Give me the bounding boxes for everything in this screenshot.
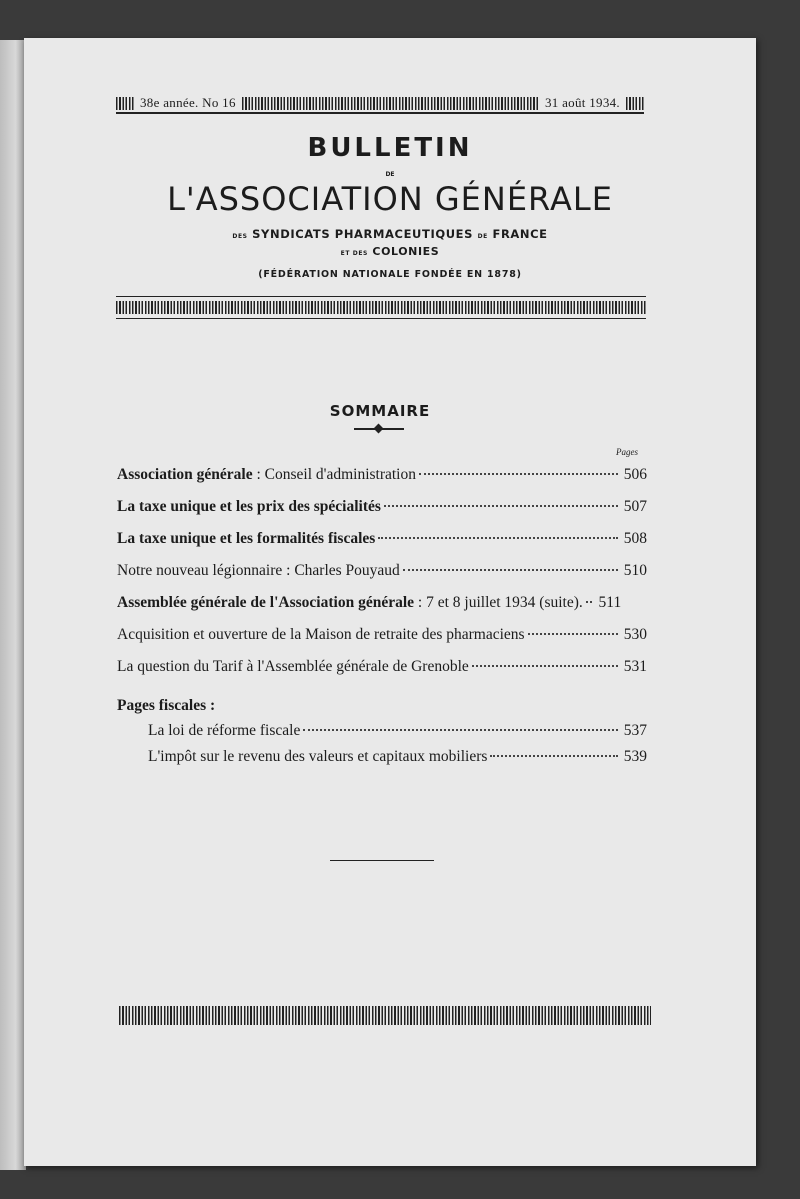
- toc-page-number: 511: [598, 594, 622, 611]
- toc-page-number: 539: [623, 748, 647, 765]
- toc-page-number: 506: [623, 466, 647, 483]
- toc-entry: La taxe unique et les prix des spécialités 507: [117, 498, 647, 515]
- toc-page-number: 510: [623, 562, 647, 579]
- section-heading: Pages fiscales :: [117, 697, 216, 714]
- toc-entry: Association générale : Conseil d'administration 506: [117, 466, 647, 483]
- issue-header: [116, 94, 644, 114]
- toc-page-number: 507: [623, 498, 647, 515]
- toc-sub-entry: La loi de réforme fiscale 537: [148, 722, 647, 739]
- ornament-rule: [354, 428, 404, 430]
- toc-page-number: 531: [623, 658, 647, 675]
- toc-entry: Acquisition et ouverture de la Maison de retraite des pharmaciens 530: [117, 626, 647, 643]
- pages-column-label: Pages: [616, 447, 638, 457]
- toc-page-number: 508: [623, 530, 647, 547]
- toc-entry: La question du Tarif à l'Assemblée générale de Grenoble 531: [117, 658, 647, 675]
- toc-sub-entry: L'impôt sur le revenu des valeurs et capitaux mobiliers 539: [148, 748, 647, 765]
- ornament-band-bottom: [119, 1006, 651, 1025]
- toc-entry: La taxe unique et les formalités fiscales 508: [117, 530, 647, 547]
- toc-page-number: 530: [623, 626, 647, 643]
- ornament-ticks: [626, 97, 644, 110]
- masthead-subtitle-2: ET DES COLONIES: [340, 245, 440, 258]
- masthead-subtitle-1: DES SYNDICATS PHARMACEUTIQUES DE FRANCE: [232, 227, 548, 241]
- masthead-de: DE: [385, 171, 395, 178]
- toc-entry: Notre nouveau légionnaire : Charles Pouyaud 510: [117, 562, 647, 579]
- sommaire-heading: SOMMAIRE: [329, 402, 431, 420]
- ornament-ticks: [242, 97, 539, 110]
- divider: [330, 860, 434, 861]
- masthead-title: BULLETIN: [307, 133, 473, 163]
- toc-page-number: 537: [623, 722, 647, 739]
- issue-number: 38e année. No 16: [140, 95, 236, 110]
- document-page: [24, 38, 756, 1166]
- facing-page-edge: [0, 40, 26, 1170]
- ornament-ticks: [116, 97, 134, 110]
- toc-entry: Assemblée générale de l'Association générale : 7 et 8 juillet 1934 (suite). 511: [117, 594, 622, 611]
- masthead-name: L'ASSOCIATION GÉNÉRALE: [167, 180, 613, 218]
- masthead-subtitle-3: (FÉDÉRATION NATIONALE FONDÉE EN 1878): [258, 269, 522, 280]
- ornament-band: [116, 296, 646, 319]
- issue-date: 31 août 1934.: [544, 95, 620, 110]
